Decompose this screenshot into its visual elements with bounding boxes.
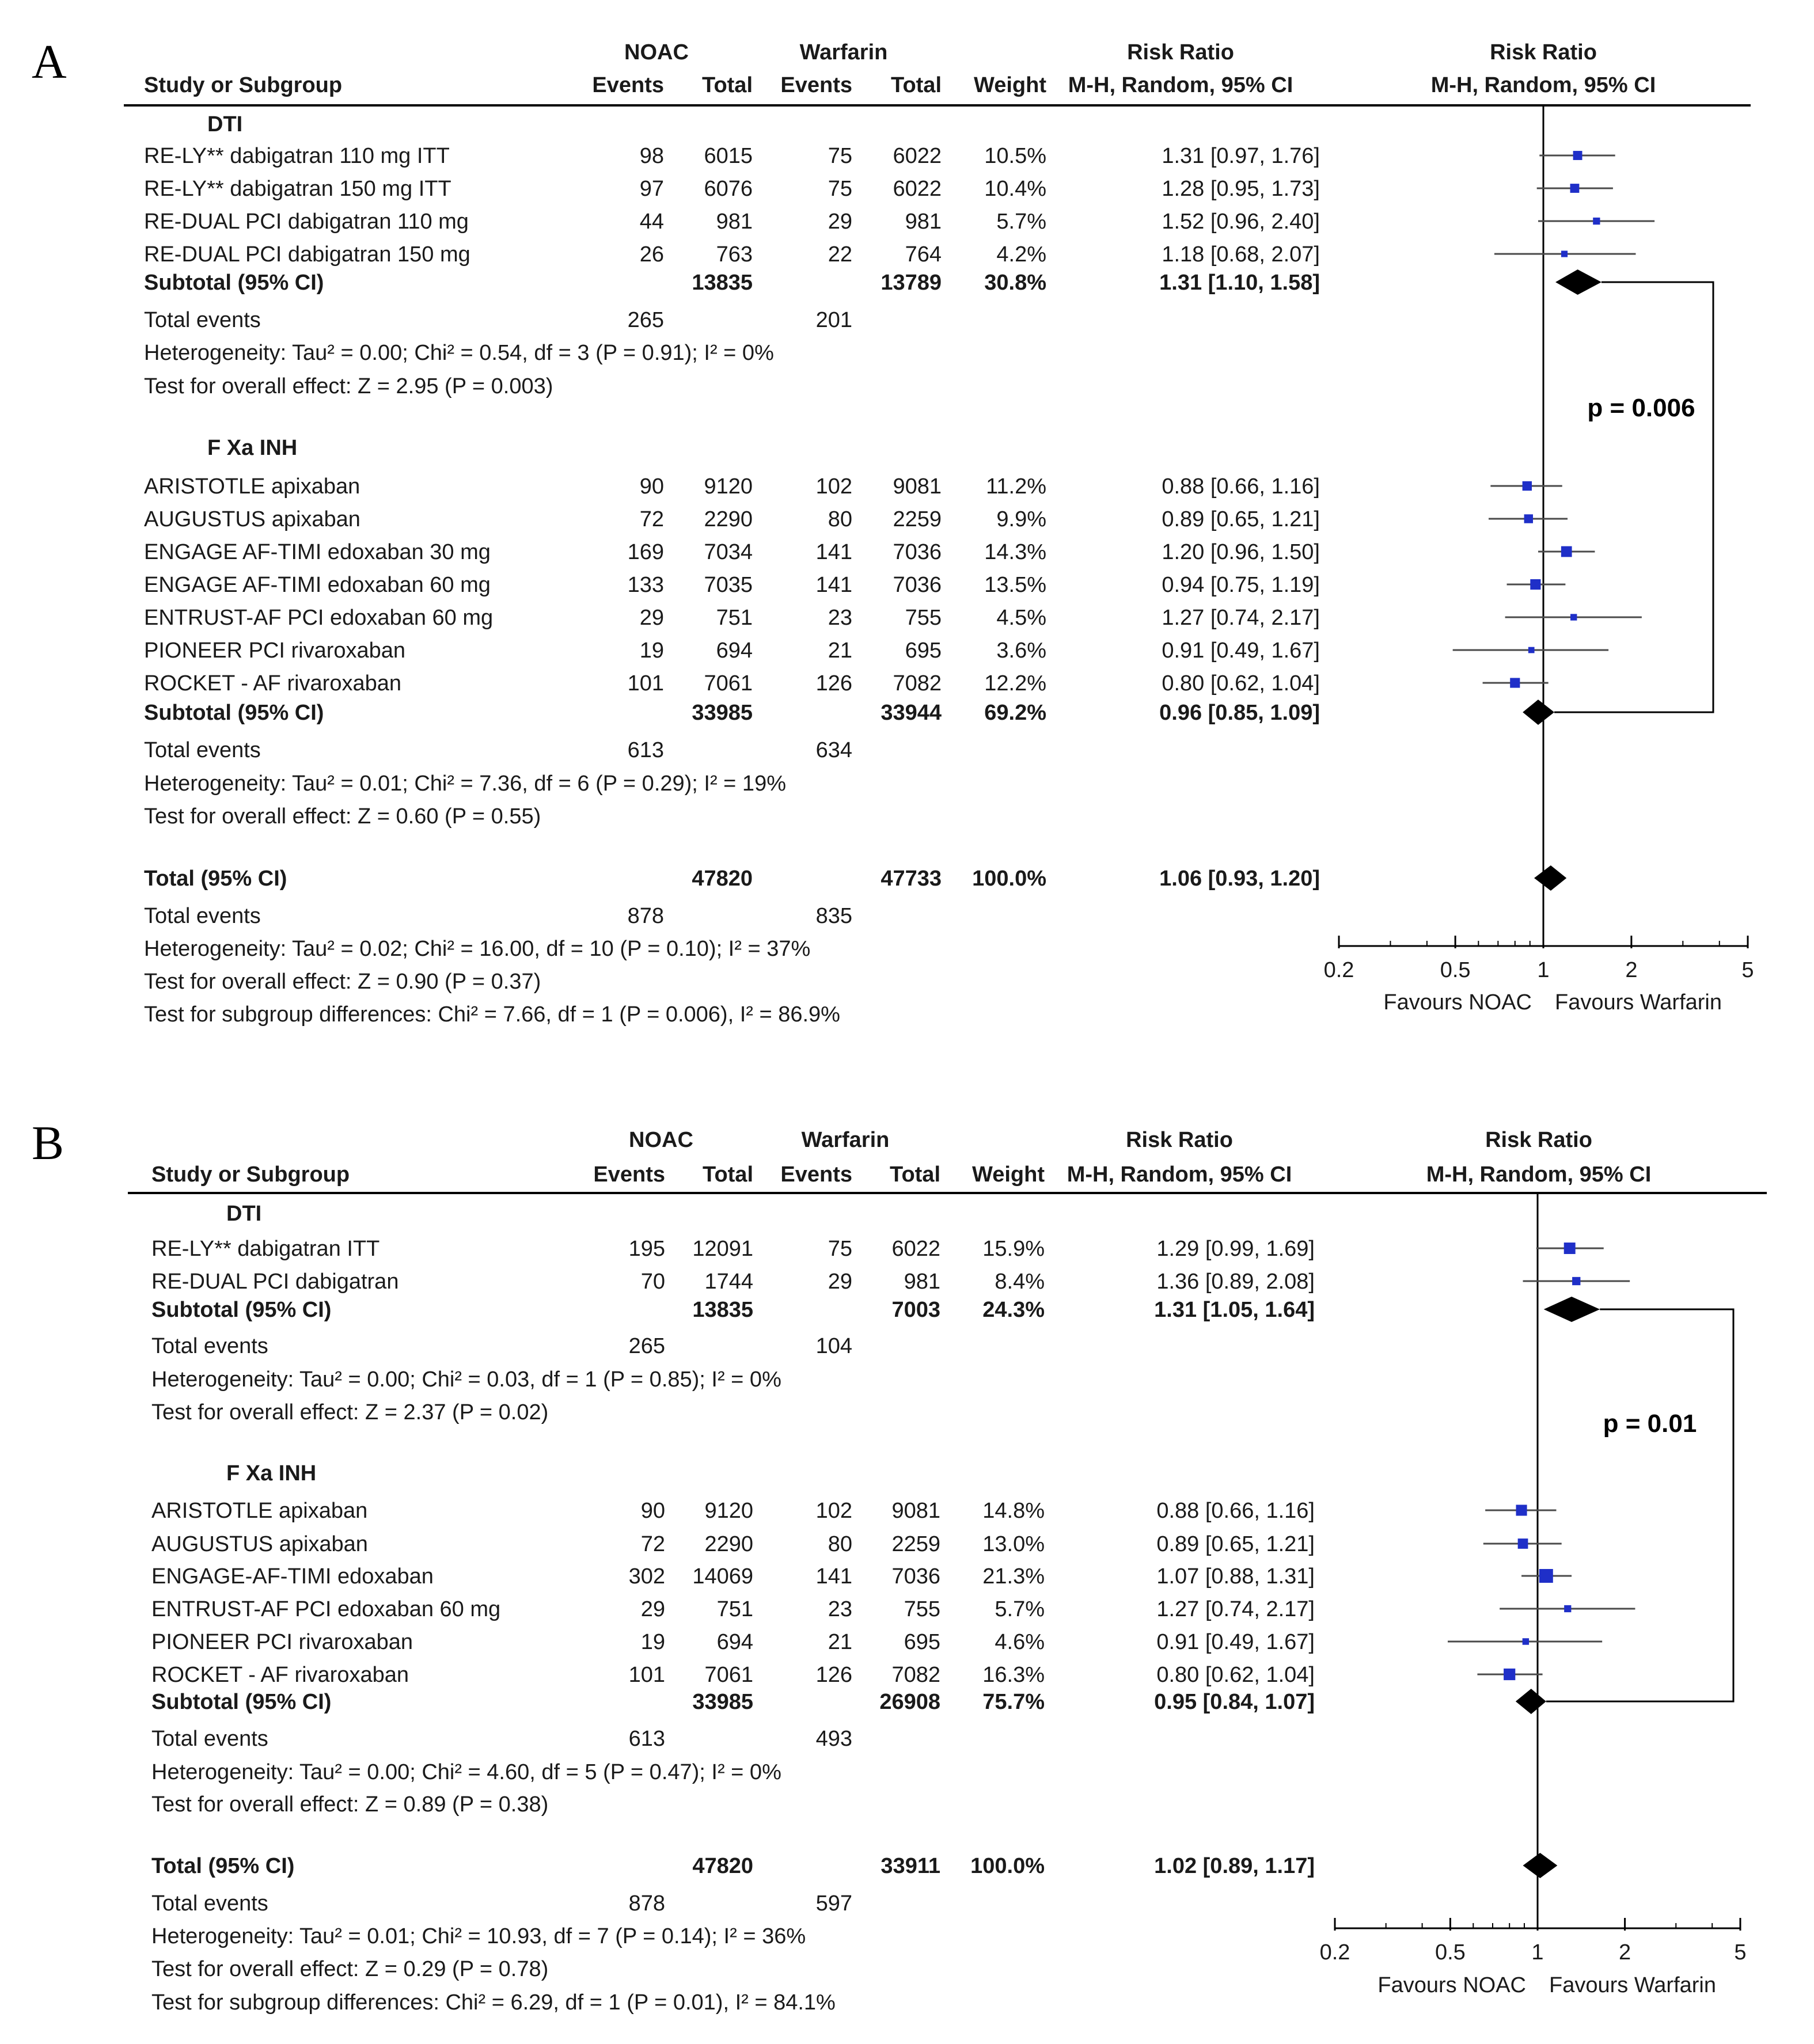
noac-events: 302 bbox=[628, 1564, 665, 1589]
study-weight: 5.7% bbox=[996, 210, 1046, 234]
study-weight: 14.8% bbox=[982, 1499, 1045, 1523]
noac-events: 195 bbox=[628, 1237, 665, 1261]
header-events-noac: Events bbox=[593, 1162, 665, 1187]
study-name: ENTRUST-AF PCI edoxaban 60 mg bbox=[144, 606, 494, 630]
header-weight: Weight bbox=[974, 73, 1046, 97]
noac-events: 26 bbox=[639, 242, 664, 267]
noac-events: 19 bbox=[639, 639, 664, 663]
study-name: ENGAGE AF-TIMI edoxaban 30 mg bbox=[144, 540, 491, 564]
noac-total: 12091 bbox=[692, 1237, 753, 1261]
total-noac: 47820 bbox=[692, 867, 753, 891]
header-total-noac: Total bbox=[703, 1162, 753, 1187]
total-risk-ratio: 1.06 [0.93, 1.20] bbox=[1159, 867, 1320, 891]
overall-effect-total-text: Test for overall effect: Z = 0.90 (P = 0.37) bbox=[144, 970, 541, 994]
subtotal-warfarin-total: 33944 bbox=[881, 701, 942, 725]
warfarin-events: 102 bbox=[815, 474, 852, 499]
subtotal-risk-ratio: 1.31 [1.10, 1.58] bbox=[1159, 271, 1320, 295]
study-name: RE-LY** dabigatran ITT bbox=[151, 1237, 380, 1261]
subgroup-heading: F Xa INH bbox=[226, 1461, 317, 1485]
header-plot-method: M-H, Random, 95% CI bbox=[1426, 1162, 1652, 1187]
total-warfarin: 47733 bbox=[881, 867, 942, 891]
noac-events: 19 bbox=[640, 1630, 665, 1654]
warfarin-total: 6022 bbox=[893, 144, 942, 168]
warfarin-total: 695 bbox=[905, 639, 942, 663]
warfarin-total: 981 bbox=[904, 1270, 940, 1294]
warfarin-events: 75 bbox=[828, 1237, 852, 1261]
study-risk-ratio: 1.07 [0.88, 1.31] bbox=[1156, 1564, 1315, 1589]
noac-total: 2290 bbox=[704, 1532, 753, 1556]
warfarin-total: 981 bbox=[905, 210, 942, 234]
noac-events: 101 bbox=[628, 1663, 665, 1687]
overall-events-warfarin: 597 bbox=[815, 1891, 852, 1916]
header-events-warfarin: Events bbox=[780, 1162, 852, 1187]
effect-square bbox=[1564, 1605, 1571, 1612]
study-name: RE-DUAL PCI dabigatran 150 mg bbox=[144, 242, 470, 267]
study-risk-ratio: 0.88 [0.66, 1.16] bbox=[1162, 474, 1320, 499]
study-weight: 8.4% bbox=[995, 1270, 1045, 1294]
warfarin-events: 80 bbox=[828, 1532, 852, 1556]
overall-events-label: Total events bbox=[144, 904, 261, 928]
study-name: AUGUSTUS apixaban bbox=[144, 507, 360, 531]
noac-total: 9120 bbox=[704, 474, 753, 499]
header-study: Study or Subgroup bbox=[144, 73, 343, 97]
overall-effect-text: Test for overall effect: Z = 2.37 (P = 0.02) bbox=[151, 1400, 549, 1424]
subgroup-heading: DTI bbox=[226, 1202, 262, 1226]
subtotal-risk-ratio: 0.95 [0.84, 1.07] bbox=[1154, 1690, 1315, 1714]
warfarin-events: 141 bbox=[815, 573, 852, 597]
study-weight: 14.3% bbox=[984, 540, 1046, 564]
study-name: RE-DUAL PCI dabigatran 110 mg bbox=[144, 210, 469, 234]
noac-events: 72 bbox=[640, 1532, 665, 1556]
subgroup-differences-text: Test for subgroup differences: Chi² = 6.29, df = 1 (P = 0.01), I² = 84.1% bbox=[151, 1990, 836, 2015]
total-weight: 100.0% bbox=[970, 1854, 1045, 1878]
warfarin-events: 21 bbox=[828, 639, 852, 663]
warfarin-total: 7036 bbox=[893, 573, 942, 597]
total-events-warfarin: 493 bbox=[815, 1727, 852, 1751]
study-name: ENGAGE-AF-TIMI edoxaban bbox=[151, 1564, 434, 1589]
header-warfarin: Warfarin bbox=[801, 1128, 890, 1152]
study-weight: 3.6% bbox=[996, 639, 1046, 663]
subtotal-warfarin-total: 26908 bbox=[879, 1690, 940, 1714]
effect-square bbox=[1518, 1538, 1528, 1549]
warfarin-total: 7082 bbox=[893, 671, 942, 696]
total-events-label: Total events bbox=[151, 1727, 268, 1751]
warfarin-events: 102 bbox=[815, 1499, 852, 1523]
header-events-warfarin: Events bbox=[780, 73, 852, 97]
study-name: ROCKET - AF rivaroxaban bbox=[144, 671, 402, 696]
warfarin-events: 23 bbox=[828, 606, 852, 630]
x-tick-label: 5 bbox=[1734, 1940, 1747, 1965]
warfarin-total: 6022 bbox=[891, 1237, 940, 1261]
subtotal-weight: 69.2% bbox=[984, 701, 1046, 725]
study-risk-ratio: 1.29 [0.99, 1.69] bbox=[1156, 1237, 1315, 1261]
effect-square bbox=[1528, 647, 1535, 654]
study-weight: 13.5% bbox=[984, 573, 1046, 597]
noac-events: 29 bbox=[639, 606, 664, 630]
subtotal-risk-ratio: 0.96 [0.85, 1.09] bbox=[1159, 701, 1320, 725]
effect-square bbox=[1570, 614, 1577, 620]
study-weight: 16.3% bbox=[982, 1663, 1045, 1687]
effect-square bbox=[1561, 546, 1572, 557]
warfarin-events: 126 bbox=[815, 1663, 852, 1687]
warfarin-total: 6022 bbox=[893, 177, 942, 201]
overall-heterogeneity-text: Heterogeneity: Tau² = 0.02; Chi² = 16.00, df = 10 (P = 0.10); I² = 37% bbox=[144, 937, 811, 961]
warfarin-total: 764 bbox=[905, 242, 942, 267]
panel-b bbox=[32, 1116, 1767, 2015]
header-method: M-H, Random, 95% CI bbox=[1067, 1162, 1292, 1187]
warfarin-events: 80 bbox=[828, 507, 852, 531]
warfarin-events: 22 bbox=[828, 242, 852, 267]
heterogeneity-text: Heterogeneity: Tau² = 0.00; Chi² = 4.60, df = 5 (P = 0.47); I² = 0% bbox=[151, 1760, 781, 1784]
header-noac: NOAC bbox=[629, 1128, 693, 1152]
total-label: Total (95% CI) bbox=[151, 1854, 295, 1878]
subtotal-weight: 24.3% bbox=[982, 1298, 1045, 1322]
effect-square bbox=[1593, 218, 1600, 225]
subtotal-noac-total: 33985 bbox=[692, 1690, 753, 1714]
noac-total: 7061 bbox=[704, 1663, 753, 1687]
x-tick-label: 0.2 bbox=[1323, 958, 1354, 982]
favours-noac-label: Favours NOAC bbox=[1383, 990, 1532, 1015]
effect-square bbox=[1516, 1504, 1527, 1515]
effect-square bbox=[1530, 579, 1540, 590]
noac-events: 169 bbox=[627, 540, 664, 564]
total-events-label: Total events bbox=[144, 738, 261, 762]
x-tick-label: 0.5 bbox=[1434, 1940, 1466, 1965]
total-events-warfarin: 201 bbox=[815, 308, 852, 332]
x-tick-label: 1 bbox=[1537, 958, 1550, 982]
overall-effect-total-text: Test for overall effect: Z = 0.29 (P = 0.78) bbox=[151, 1957, 549, 1981]
x-tick-label: 5 bbox=[1741, 958, 1754, 982]
header-plot-risk-ratio: Risk Ratio bbox=[1490, 40, 1597, 64]
warfarin-total: 2259 bbox=[893, 507, 942, 531]
effect-square bbox=[1561, 250, 1568, 257]
header-total-warfarin: Total bbox=[891, 73, 942, 97]
total-diamond bbox=[1523, 1853, 1558, 1878]
noac-total: 694 bbox=[716, 639, 753, 663]
noac-total: 14069 bbox=[692, 1564, 753, 1589]
warfarin-events: 21 bbox=[828, 1630, 852, 1654]
study-risk-ratio: 1.28 [0.95, 1.73] bbox=[1162, 177, 1320, 201]
noac-events: 101 bbox=[627, 671, 664, 696]
total-events-noac: 265 bbox=[628, 1334, 665, 1358]
study-weight: 4.2% bbox=[996, 242, 1046, 267]
header-total-noac: Total bbox=[702, 73, 753, 97]
warfarin-total: 7082 bbox=[891, 1663, 940, 1687]
favours-warfarin-label: Favours Warfarin bbox=[1549, 1973, 1716, 1997]
x-tick-label: 0.2 bbox=[1319, 1940, 1350, 1965]
warfarin-events: 141 bbox=[815, 540, 852, 564]
study-weight: 4.6% bbox=[995, 1630, 1045, 1654]
subtotal-label: Subtotal (95% CI) bbox=[144, 701, 324, 725]
warfarin-total: 9081 bbox=[893, 474, 942, 499]
study-risk-ratio: 1.36 [0.89, 2.08] bbox=[1156, 1270, 1315, 1294]
subtotal-diamond bbox=[1523, 700, 1554, 725]
noac-events: 90 bbox=[640, 1499, 665, 1523]
subtotal-weight: 30.8% bbox=[984, 271, 1046, 295]
overall-events-noac: 878 bbox=[627, 904, 664, 928]
study-risk-ratio: 0.89 [0.65, 1.21] bbox=[1162, 507, 1320, 531]
subtotal-label: Subtotal (95% CI) bbox=[144, 271, 324, 295]
panel-label: B bbox=[32, 1116, 64, 1170]
total-events-warfarin: 634 bbox=[815, 738, 852, 762]
warfarin-total: 7036 bbox=[893, 540, 942, 564]
p-value-label: p = 0.006 bbox=[1587, 394, 1695, 422]
study-name: ARISTOTLE apixaban bbox=[144, 474, 360, 499]
total-events-noac: 613 bbox=[627, 738, 664, 762]
study-risk-ratio: 0.91 [0.49, 1.67] bbox=[1162, 639, 1320, 663]
study-risk-ratio: 0.80 [0.62, 1.04] bbox=[1156, 1663, 1315, 1687]
effect-square bbox=[1504, 1669, 1515, 1680]
study-name: PIONEER PCI rivaroxaban bbox=[151, 1630, 413, 1654]
total-events-label: Total events bbox=[144, 308, 261, 332]
noac-total: 7061 bbox=[704, 671, 753, 696]
total-warfarin: 33911 bbox=[881, 1854, 940, 1878]
study-risk-ratio: 0.94 [0.75, 1.19] bbox=[1162, 573, 1320, 597]
subtotal-diamond bbox=[1544, 1297, 1600, 1322]
study-name: AUGUSTUS apixaban bbox=[151, 1532, 368, 1556]
effect-square bbox=[1564, 1243, 1576, 1254]
header-risk-ratio: Risk Ratio bbox=[1126, 1128, 1233, 1152]
header-warfarin: Warfarin bbox=[799, 40, 888, 64]
overall-events-warfarin: 835 bbox=[815, 904, 852, 928]
heterogeneity-text: Heterogeneity: Tau² = 0.00; Chi² = 0.03, df = 1 (P = 0.85); I² = 0% bbox=[151, 1367, 781, 1392]
noac-total: 751 bbox=[716, 1597, 753, 1621]
header-events-noac: Events bbox=[592, 73, 664, 97]
study-risk-ratio: 1.27 [0.74, 2.17] bbox=[1162, 606, 1320, 630]
noac-total: 6076 bbox=[704, 177, 753, 201]
warfarin-total: 2259 bbox=[891, 1532, 940, 1556]
header-method: M-H, Random, 95% CI bbox=[1068, 73, 1293, 97]
subtotal-diamond bbox=[1555, 269, 1602, 295]
heterogeneity-text: Heterogeneity: Tau² = 0.01; Chi² = 7.36, df = 6 (P = 0.29); I² = 19% bbox=[144, 772, 786, 796]
subtotal-diamond bbox=[1516, 1689, 1546, 1714]
total-events-noac: 265 bbox=[627, 308, 664, 332]
noac-total: 751 bbox=[716, 606, 753, 630]
overall-effect-text: Test for overall effect: Z = 2.95 (P = 0.003) bbox=[144, 374, 553, 398]
study-risk-ratio: 0.89 [0.65, 1.21] bbox=[1156, 1532, 1315, 1556]
noac-total: 7035 bbox=[704, 573, 753, 597]
subtotal-warfarin-total: 13789 bbox=[881, 271, 942, 295]
panel-a bbox=[32, 35, 1754, 1027]
noac-total: 981 bbox=[716, 210, 753, 234]
total-risk-ratio: 1.02 [0.89, 1.17] bbox=[1154, 1854, 1315, 1878]
study-weight: 12.2% bbox=[984, 671, 1046, 696]
noac-events: 44 bbox=[639, 210, 664, 234]
noac-events: 72 bbox=[639, 507, 664, 531]
overall-effect-text: Test for overall effect: Z = 0.60 (P = 0.55) bbox=[144, 804, 541, 829]
heterogeneity-text: Heterogeneity: Tau² = 0.00; Chi² = 0.54, df = 3 (P = 0.91); I² = 0% bbox=[144, 341, 774, 365]
subgroup-heading: DTI bbox=[207, 112, 243, 136]
subtotal-label: Subtotal (95% CI) bbox=[151, 1298, 332, 1322]
study-weight: 4.5% bbox=[996, 606, 1046, 630]
total-events-warfarin: 104 bbox=[815, 1334, 852, 1358]
noac-total: 763 bbox=[716, 242, 753, 267]
header-plot-risk-ratio: Risk Ratio bbox=[1485, 1128, 1592, 1152]
warfarin-events: 75 bbox=[828, 177, 852, 201]
x-tick-label: 2 bbox=[1619, 1940, 1631, 1965]
study-name: PIONEER PCI rivaroxaban bbox=[144, 639, 406, 663]
study-risk-ratio: 1.52 [0.96, 2.40] bbox=[1162, 210, 1320, 234]
noac-total: 7034 bbox=[704, 540, 753, 564]
total-events-noac: 613 bbox=[628, 1727, 665, 1751]
noac-total: 694 bbox=[716, 1630, 753, 1654]
study-weight: 13.0% bbox=[982, 1532, 1045, 1556]
warfarin-total: 755 bbox=[905, 606, 942, 630]
study-weight: 15.9% bbox=[982, 1237, 1045, 1261]
study-name: RE-DUAL PCI dabigatran bbox=[151, 1270, 399, 1294]
noac-events: 98 bbox=[639, 144, 664, 168]
warfarin-events: 29 bbox=[828, 1270, 852, 1294]
warfarin-events: 75 bbox=[828, 144, 852, 168]
x-tick-label: 2 bbox=[1625, 958, 1638, 982]
subgroup-heading: F Xa INH bbox=[207, 436, 298, 460]
study-name: RE-LY** dabigatran 110 mg ITT bbox=[144, 144, 450, 168]
warfarin-events: 126 bbox=[815, 671, 852, 696]
subgroup-differences-text: Test for subgroup differences: Chi² = 7.66, df = 1 (P = 0.006), I² = 86.9% bbox=[144, 1002, 840, 1027]
subtotal-noac-total: 13835 bbox=[692, 271, 753, 295]
total-weight: 100.0% bbox=[972, 867, 1046, 891]
header-risk-ratio: Risk Ratio bbox=[1127, 40, 1234, 64]
study-risk-ratio: 1.20 [0.96, 1.50] bbox=[1162, 540, 1320, 564]
noac-events: 133 bbox=[627, 573, 664, 597]
noac-total: 6015 bbox=[704, 144, 753, 168]
warfarin-events: 29 bbox=[828, 210, 852, 234]
effect-square bbox=[1539, 1569, 1553, 1583]
favours-warfarin-label: Favours Warfarin bbox=[1555, 990, 1722, 1015]
subgroup-bracket bbox=[1554, 282, 1713, 712]
overall-events-noac: 878 bbox=[628, 1891, 665, 1916]
study-name: RE-LY** dabigatran 150 mg ITT bbox=[144, 177, 451, 201]
header-plot-method: M-H, Random, 95% CI bbox=[1430, 73, 1656, 97]
study-risk-ratio: 1.18 [0.68, 2.07] bbox=[1162, 242, 1320, 267]
study-weight: 10.5% bbox=[984, 144, 1046, 168]
noac-total: 2290 bbox=[704, 507, 753, 531]
header-total-warfarin: Total bbox=[890, 1162, 940, 1187]
total-diamond bbox=[1534, 865, 1566, 891]
overall-events-label: Total events bbox=[151, 1891, 268, 1916]
x-tick-label: 0.5 bbox=[1440, 958, 1471, 982]
study-name: ENGAGE AF-TIMI edoxaban 60 mg bbox=[144, 573, 491, 597]
study-weight: 9.9% bbox=[996, 507, 1046, 531]
subtotal-noac-total: 33985 bbox=[692, 701, 753, 725]
warfarin-total: 755 bbox=[904, 1597, 940, 1621]
study-weight: 11.2% bbox=[986, 474, 1046, 499]
study-weight: 21.3% bbox=[982, 1564, 1045, 1589]
noac-events: 97 bbox=[639, 177, 664, 201]
p-value-label: p = 0.01 bbox=[1603, 1409, 1697, 1438]
effect-square bbox=[1523, 1638, 1529, 1644]
subtotal-risk-ratio: 1.31 [1.05, 1.64] bbox=[1154, 1298, 1315, 1322]
subgroup-bracket bbox=[1546, 1309, 1733, 1701]
effect-square bbox=[1570, 184, 1580, 193]
warfarin-total: 7036 bbox=[891, 1564, 940, 1589]
header-weight: Weight bbox=[972, 1162, 1045, 1187]
noac-events: 70 bbox=[640, 1270, 665, 1294]
study-risk-ratio: 0.88 [0.66, 1.16] bbox=[1156, 1499, 1315, 1523]
study-name: ENTRUST-AF PCI edoxaban 60 mg bbox=[151, 1597, 501, 1621]
noac-events: 90 bbox=[639, 474, 664, 499]
x-tick-label: 1 bbox=[1531, 1940, 1544, 1965]
overall-heterogeneity-text: Heterogeneity: Tau² = 0.01; Chi² = 10.93, df = 7 (P = 0.14); I² = 36% bbox=[151, 1924, 806, 1948]
subtotal-label: Subtotal (95% CI) bbox=[151, 1690, 332, 1714]
warfarin-total: 695 bbox=[904, 1630, 940, 1654]
warfarin-events: 141 bbox=[815, 1564, 852, 1589]
effect-square bbox=[1524, 514, 1533, 523]
effect-square bbox=[1573, 151, 1582, 160]
noac-total: 9120 bbox=[704, 1499, 753, 1523]
subtotal-warfarin-total: 7003 bbox=[891, 1298, 940, 1322]
total-noac: 47820 bbox=[692, 1854, 753, 1878]
study-weight: 10.4% bbox=[984, 177, 1046, 201]
total-events-label: Total events bbox=[151, 1334, 268, 1358]
study-name: ROCKET - AF rivaroxaban bbox=[151, 1663, 409, 1687]
noac-total: 1744 bbox=[704, 1270, 753, 1294]
overall-effect-text: Test for overall effect: Z = 0.89 (P = 0.38) bbox=[151, 1792, 549, 1817]
header-study: Study or Subgroup bbox=[151, 1162, 350, 1187]
effect-square bbox=[1510, 678, 1520, 687]
study-risk-ratio: 1.27 [0.74, 2.17] bbox=[1156, 1597, 1315, 1621]
favours-noac-label: Favours NOAC bbox=[1377, 1973, 1526, 1997]
subtotal-weight: 75.7% bbox=[982, 1690, 1045, 1714]
warfarin-events: 23 bbox=[828, 1597, 852, 1621]
study-name: ARISTOTLE apixaban bbox=[151, 1499, 368, 1523]
effect-square bbox=[1572, 1277, 1580, 1285]
effect-square bbox=[1523, 481, 1532, 491]
study-risk-ratio: 0.80 [0.62, 1.04] bbox=[1162, 671, 1320, 696]
total-label: Total (95% CI) bbox=[144, 867, 287, 891]
study-risk-ratio: 0.91 [0.49, 1.67] bbox=[1156, 1630, 1315, 1654]
warfarin-total: 9081 bbox=[891, 1499, 940, 1523]
panel-label: A bbox=[32, 35, 67, 89]
noac-events: 29 bbox=[640, 1597, 665, 1621]
study-weight: 5.7% bbox=[995, 1597, 1045, 1621]
header-noac: NOAC bbox=[624, 40, 689, 64]
study-risk-ratio: 1.31 [0.97, 1.76] bbox=[1162, 144, 1320, 168]
subtotal-noac-total: 13835 bbox=[692, 1298, 753, 1322]
